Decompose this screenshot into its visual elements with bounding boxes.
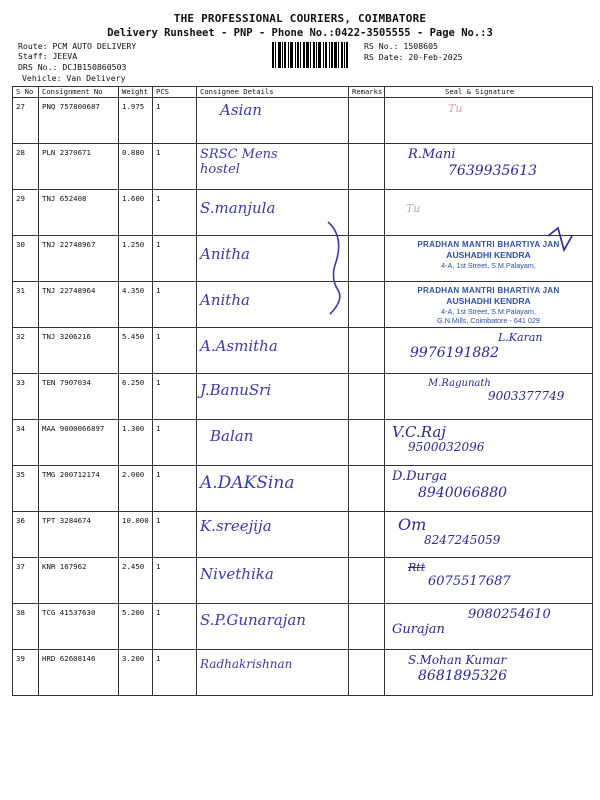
pharmacy-stamp [388, 286, 589, 325]
table-row [13, 512, 593, 558]
signature-cell [385, 98, 593, 144]
pcs-cell: 1 [153, 466, 197, 512]
col-weight: Weight [119, 87, 153, 98]
signature-phone: 9976191882 [410, 344, 500, 361]
signature-cell [385, 512, 593, 558]
consignment-cell: TNJ 22748964 [39, 282, 119, 328]
sno-cell: 35 [13, 466, 39, 512]
signature-mark: Om [398, 515, 427, 534]
stamp-line: AUSHADHI KENDRA [446, 250, 531, 260]
consignment-cell: MAA 9000066897 [39, 420, 119, 466]
consignment-cell: TNJ 652408 [39, 190, 119, 236]
signature-cell [385, 558, 593, 604]
consignee-handwriting: Asian [220, 101, 262, 119]
sno-cell: 27 [13, 98, 39, 144]
sno-cell: 38 [13, 604, 39, 650]
sno-cell: 33 [13, 374, 39, 420]
stamp-line: PRADHAN MANTRI BHARTIYA JAN [417, 286, 560, 295]
consignment-cell: TEN 7907034 [39, 374, 119, 420]
signature-mark: S.Mohan Kumar [408, 653, 507, 667]
signature-mark: Gurajan [392, 621, 445, 637]
remarks-cell [349, 98, 385, 144]
consignee-handwriting: Anitha [200, 245, 250, 263]
remarks-cell [349, 512, 385, 558]
remarks-cell [349, 236, 385, 282]
pcs-cell: 1 [153, 190, 197, 236]
col-consignment: Consignment No [39, 87, 119, 98]
signature-phone: 7639935613 [448, 162, 538, 179]
consignee-handwriting: K.sreejija [200, 517, 272, 535]
remarks-cell [349, 374, 385, 420]
sno-cell: 36 [13, 512, 39, 558]
pcs-cell: 1 [153, 558, 197, 604]
consignee-handwriting: Anitha [200, 291, 250, 309]
consignee-cell [197, 650, 349, 696]
remarks-cell [349, 466, 385, 512]
weight-cell: 2.450 [119, 558, 153, 604]
pcs-cell: 1 [153, 374, 197, 420]
sno-cell: 34 [13, 420, 39, 466]
vehicle-label: Vehicle: Van Delivery [22, 73, 126, 83]
sno-cell: 28 [13, 144, 39, 190]
consignee-cell [197, 420, 349, 466]
consignee-cell [197, 236, 349, 282]
pharmacy-stamp [388, 240, 589, 270]
remarks-cell [349, 190, 385, 236]
rs-date: RS Date: 20-Feb-2025 [364, 52, 463, 62]
pcs-cell: 1 [153, 236, 197, 282]
consignment-cell: HRD 62608146 [39, 650, 119, 696]
weight-cell: 1.600 [119, 190, 153, 236]
signature-cell [385, 650, 593, 696]
barcode [272, 42, 360, 68]
pcs-cell: 1 [153, 650, 197, 696]
pcs-cell: 1 [153, 98, 197, 144]
consignee-cell [197, 374, 349, 420]
rs-number: RS No.: 1508605 [364, 41, 438, 51]
signature-mark: L.Karan [498, 331, 543, 344]
signature-cell [385, 328, 593, 374]
signature-phone: 9500032096 [408, 440, 485, 455]
pcs-cell: 1 [153, 282, 197, 328]
stamp-line: PRADHAN MANTRI BHARTIYA JAN [417, 240, 560, 249]
stamp-line: G.N.Mills, Coimbatore - 641 029 [437, 315, 540, 325]
table-row [13, 558, 593, 604]
signature-phone: 9003377749 [488, 388, 565, 403]
signature-cell [385, 282, 593, 328]
consignment-cell: TMG 200712174 [39, 466, 119, 512]
remarks-cell [349, 144, 385, 190]
table-row [13, 374, 593, 420]
weight-cell: 3.200 [119, 650, 153, 696]
signature-phone: 8940066880 [418, 484, 508, 501]
signature-mark: Rtt [408, 561, 426, 574]
table-row [13, 420, 593, 466]
route-label: Route: PCM AUTO DELIVERY [18, 41, 137, 51]
consignee-handwriting: S.P.Gunarajan [200, 611, 306, 629]
sno-cell: 31 [13, 282, 39, 328]
table-row [13, 236, 593, 282]
weight-cell: 2.000 [119, 466, 153, 512]
consignee-cell [197, 466, 349, 512]
consignee-handwriting: Balan [210, 427, 254, 445]
signature-cell [385, 604, 593, 650]
weight-cell: 10.000 [119, 512, 153, 558]
consignee-cell [197, 282, 349, 328]
table-row [13, 604, 593, 650]
consignment-cell: PLN 2370671 [39, 144, 119, 190]
col-details: Consignee Details [197, 87, 349, 98]
weight-cell: 0.880 [119, 144, 153, 190]
sno-cell: 39 [13, 650, 39, 696]
sno-cell: 30 [13, 236, 39, 282]
col-pcs: PCS [153, 87, 197, 98]
consignee-handwriting: SRSC Mens hostel [200, 147, 278, 177]
col-remarks: Remarks [349, 87, 385, 98]
signature-mark: R.Mani [408, 147, 456, 162]
sno-cell: 32 [13, 328, 39, 374]
sno-cell: 37 [13, 558, 39, 604]
signature-cell [385, 236, 593, 282]
table-row [13, 98, 593, 144]
consignee-cell [197, 328, 349, 374]
weight-cell: 5.450 [119, 328, 153, 374]
weight-cell: 6.250 [119, 374, 153, 420]
weight-cell: 1.250 [119, 236, 153, 282]
sno-cell: 29 [13, 190, 39, 236]
stamp-line: 4-A, 1st Street, S.M.Palayam, [441, 260, 536, 270]
consignee-cell [197, 512, 349, 558]
pcs-cell: 1 [153, 512, 197, 558]
table-row [13, 282, 593, 328]
pcs-cell: 1 [153, 328, 197, 374]
page-subtitle: Delivery Runsheet - PNP - Phone No.:0422-3505555 - Page No.:3 [107, 27, 493, 39]
weight-cell: 4.350 [119, 282, 153, 328]
consignee-handwriting: A.Asmitha [200, 337, 278, 355]
consignee-cell [197, 190, 349, 236]
consignment-cell: TNJ 3206216 [39, 328, 119, 374]
table-header-row [13, 87, 593, 98]
remarks-cell [349, 282, 385, 328]
consignment-cell: TNJ 22748967 [39, 236, 119, 282]
signature-phone: 6075517687 [428, 573, 511, 589]
consignment-cell: KNR 167962 [39, 558, 119, 604]
weight-cell: 5.200 [119, 604, 153, 650]
signature-phone: 9080254610 [468, 607, 551, 622]
consignee-handwriting: Nivethika [200, 565, 274, 583]
pcs-cell: 1 [153, 420, 197, 466]
staff-label: Staff: JEEVA [18, 51, 78, 61]
remarks-cell [349, 558, 385, 604]
table-row [13, 144, 593, 190]
consignment-cell: TCG 41537630 [39, 604, 119, 650]
signature-mark: V.C.Raj [392, 423, 446, 441]
signature-cell [385, 420, 593, 466]
table-row [13, 328, 593, 374]
signature-cell [385, 190, 593, 236]
signature-cell [385, 144, 593, 190]
signature-phone: 8681895326 [418, 667, 508, 684]
pcs-cell: 1 [153, 144, 197, 190]
consignee-cell [197, 558, 349, 604]
signature-mark: Tu [448, 102, 463, 115]
consignee-handwriting: S.manjula [200, 199, 276, 217]
consignee-handwriting: A.DAKSina [200, 473, 295, 493]
consignee-cell [197, 98, 349, 144]
consignee-handwriting: Radhakrishnan [200, 657, 293, 671]
col-sno: S No [13, 87, 39, 98]
stamp-line: 4-A, 1st Street, S.M.Palayam, [441, 306, 536, 316]
consignee-cell [197, 144, 349, 190]
remarks-cell [349, 604, 385, 650]
consignee-cell [197, 604, 349, 650]
page-title: THE PROFESSIONAL COURIERS, COIMBATORE [173, 12, 427, 25]
drs-label: DRS No.: DCJB150860503 [18, 62, 127, 72]
table-row [13, 190, 593, 236]
consignment-cell: TPT 3284674 [39, 512, 119, 558]
stamp-line: AUSHADHI KENDRA [446, 296, 531, 306]
pcs-cell: 1 [153, 604, 197, 650]
remarks-cell [349, 328, 385, 374]
col-seal: Seal & Signature [385, 87, 593, 98]
remarks-cell [349, 650, 385, 696]
remarks-cell [349, 420, 385, 466]
consignee-handwriting: J.BanuSri [200, 381, 272, 399]
weight-cell: 1.300 [119, 420, 153, 466]
table-row [13, 466, 593, 512]
consignment-cell: PNQ 757800687 [39, 98, 119, 144]
signature-mark: M.Ragunath [428, 378, 491, 389]
signature-mark: Tu [406, 202, 421, 215]
signature-cell [385, 374, 593, 420]
signature-mark: D.Durga [392, 469, 448, 484]
table-row [13, 650, 593, 696]
runsheet-table [12, 86, 593, 696]
weight-cell: 1.975 [119, 98, 153, 144]
signature-cell [385, 466, 593, 512]
signature-phone: 8247245059 [424, 533, 501, 548]
